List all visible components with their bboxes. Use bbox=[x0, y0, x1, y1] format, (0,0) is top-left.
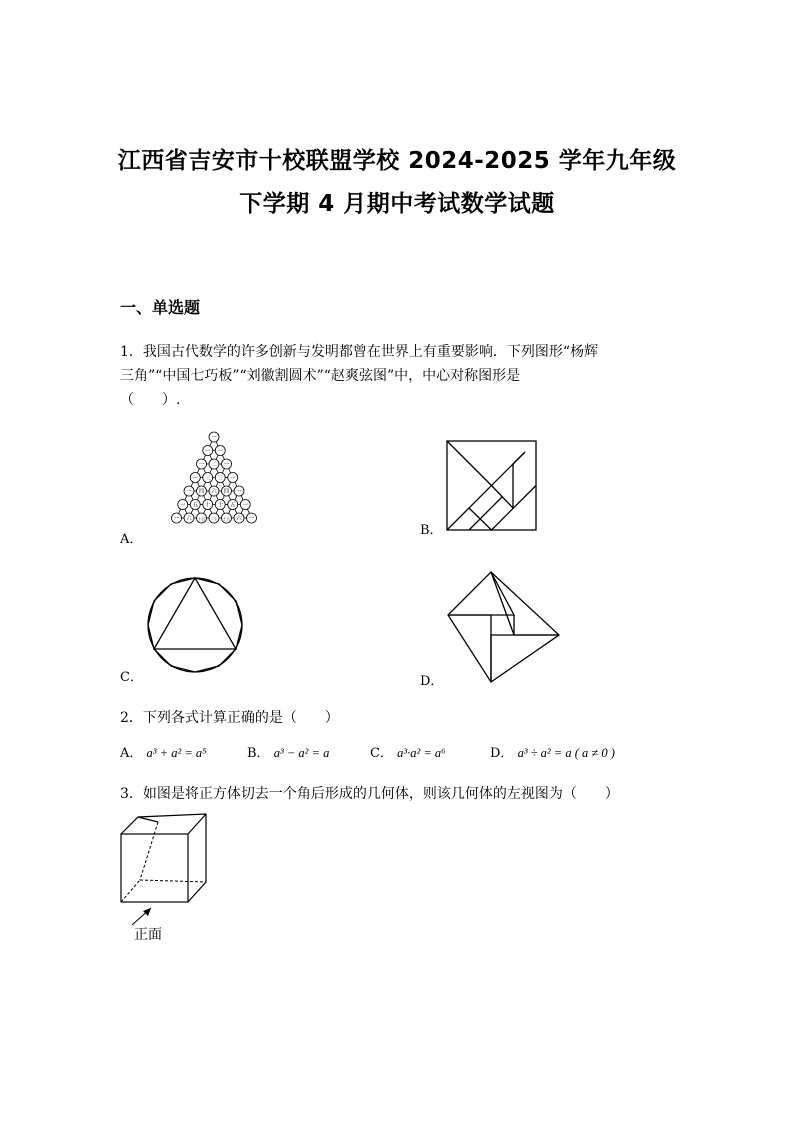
pascal-node-label: 一 bbox=[242, 502, 249, 509]
pascal-triangle-figure bbox=[140, 430, 300, 540]
pascal-node-label: 一 bbox=[248, 516, 255, 523]
question-3: 3．如图是将正方体切去一个角后形成的几何体，则该几何体的左视图为（ ） bbox=[120, 786, 619, 802]
pascal-node-label: 六 bbox=[236, 516, 242, 523]
pascal-node-label: 四 bbox=[223, 489, 230, 496]
q2-option-d-label: D． bbox=[490, 746, 514, 761]
pascal-node-label: 一 bbox=[186, 489, 192, 496]
option-b-label: B． bbox=[420, 523, 443, 538]
pascal-node-label: 三 bbox=[217, 475, 224, 482]
pascal-node-label: 十 bbox=[204, 502, 211, 509]
option-c-label: C． bbox=[120, 670, 143, 685]
question-1 bbox=[120, 340, 680, 412]
pascal-node-label: 一 bbox=[179, 502, 186, 509]
pascal-node-label: 一 bbox=[192, 475, 199, 482]
question-1-line-1: 1．我国古代数学的许多创新与发明都曾在世界上有重要影响．下列图形“杨辉 bbox=[120, 344, 599, 360]
section-heading: 一、单选题 bbox=[120, 298, 201, 317]
pascal-node-label: 二十 bbox=[210, 517, 218, 522]
pascal-node-label: 十五 bbox=[222, 517, 231, 522]
option-d-label: D． bbox=[420, 674, 444, 689]
doc-title-line-1: 江西省吉安市十校联盟学校 2024-2025 学年九年级 bbox=[117, 148, 677, 174]
q2-option-b bbox=[247, 742, 329, 761]
zhao-shuang-figure bbox=[446, 570, 566, 685]
pascal-node-label: 一 bbox=[198, 462, 205, 469]
question-1-line-2: 三角”“中国七巧板”“刘徽割圆术”“赵爽弦图”中，中心对称图形是 bbox=[120, 368, 521, 384]
pascal-node-label: 一 bbox=[211, 435, 217, 442]
pascal-node-label: 六 bbox=[211, 489, 217, 496]
q2-option-b-label: B． bbox=[247, 746, 270, 761]
pascal-node-label: 十 bbox=[217, 502, 224, 509]
pascal-node-label: 三 bbox=[204, 475, 211, 482]
pascal-node-label: 六 bbox=[186, 516, 192, 523]
pascal-node-label: 四 bbox=[198, 489, 205, 496]
q2-option-d-expr: a³ ÷ a² = a ( a ≠ 0 ) bbox=[517, 746, 615, 760]
pascal-node-label: 五 bbox=[229, 502, 236, 509]
circle-cutting-figure bbox=[143, 573, 253, 683]
pascal-node-label: 一 bbox=[173, 516, 180, 523]
pascal-node-label: 一 bbox=[204, 448, 211, 455]
q2-option-c-expr: a³·a² = a⁶ bbox=[397, 746, 446, 760]
pascal-node-label: 二 bbox=[211, 462, 217, 469]
q2-option-a-label: A． bbox=[120, 746, 143, 761]
pascal-node-label: 一 bbox=[217, 448, 224, 455]
question-2: 2．下列各式计算正确的是（ ） bbox=[120, 710, 339, 726]
q2-option-a-expr: a³ + a² = a⁵ bbox=[146, 746, 207, 760]
q2-option-a bbox=[120, 742, 207, 761]
doc-title-line-2: 下学期 4 月期中考试数学试题 bbox=[239, 191, 555, 217]
tangram-figure bbox=[446, 440, 546, 540]
q2-option-c bbox=[370, 742, 446, 761]
cut-cube-figure bbox=[118, 812, 218, 912]
pascal-node-label: 一 bbox=[236, 489, 242, 496]
q2-option-d bbox=[490, 742, 615, 761]
pascal-node-label: 一 bbox=[223, 462, 230, 469]
question-1-line-3: （ ）. bbox=[120, 392, 181, 408]
pascal-node-label: 一 bbox=[229, 475, 236, 482]
q2-option-b-expr: a³ − a² = a bbox=[273, 746, 330, 760]
pascal-node-label: 十五 bbox=[197, 517, 206, 522]
option-a-label: A． bbox=[120, 532, 143, 547]
pascal-node-label: 五 bbox=[192, 502, 199, 509]
q2-option-c-label: C． bbox=[370, 746, 393, 761]
front-face-label: 正面 bbox=[134, 927, 162, 943]
